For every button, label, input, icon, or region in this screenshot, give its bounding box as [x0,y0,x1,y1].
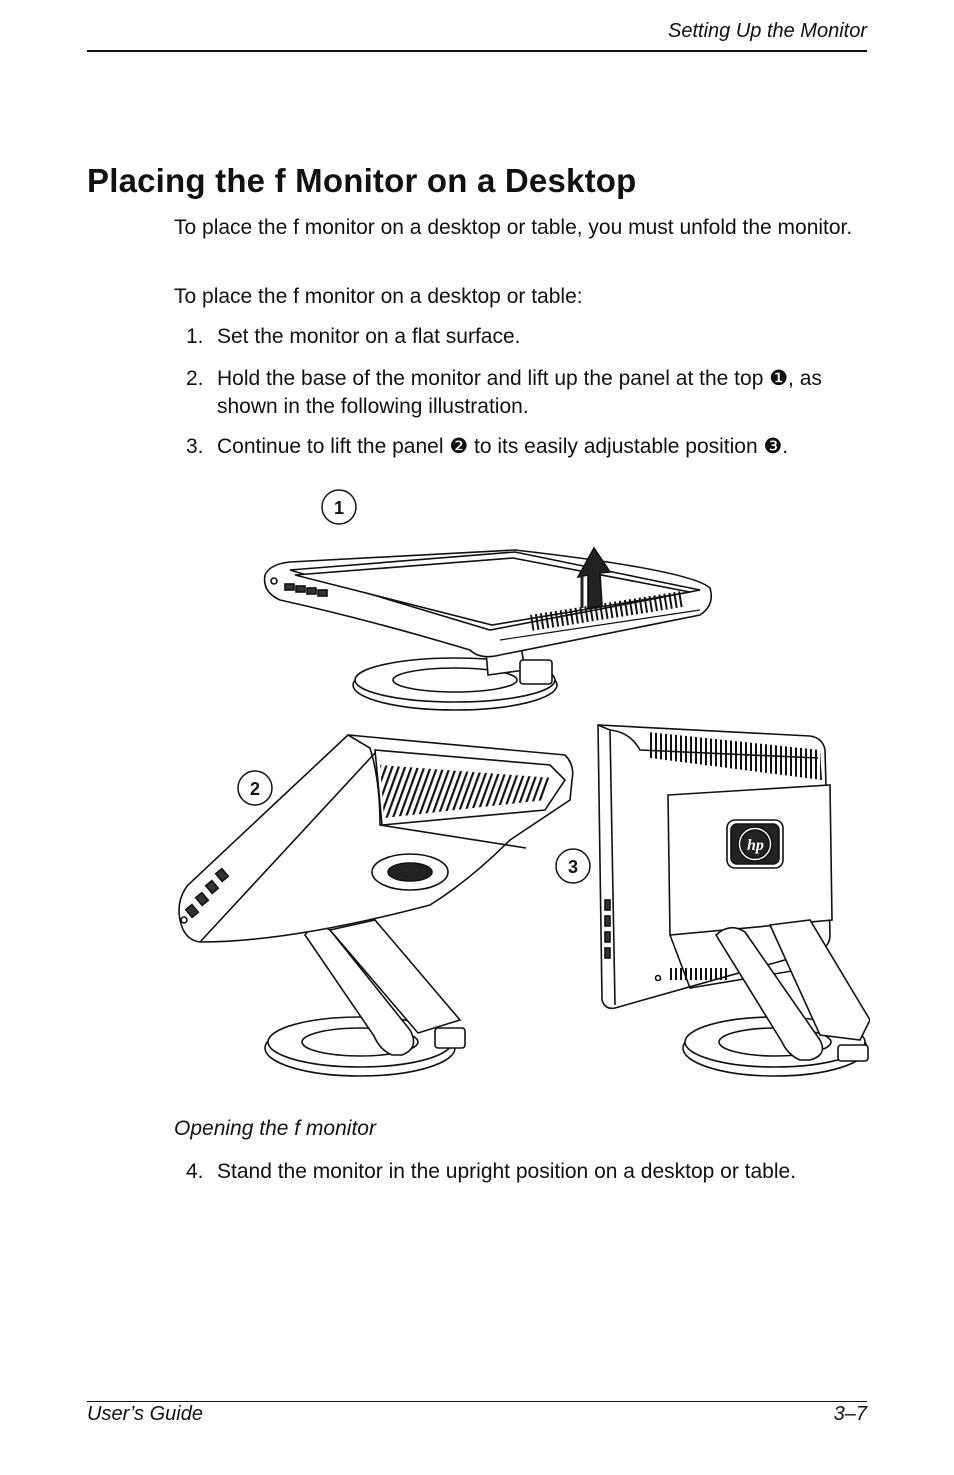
intro-paragraph: To place the f monitor on a desktop or table, you must unfold the monitor. [174,216,853,239]
callout-1 [322,490,356,524]
footer-guide-title: User’s Guide [87,1403,203,1425]
step-text: Set the monitor on a flat surface. [217,325,521,348]
footer-rule [87,1401,867,1402]
step-1 [186,323,876,351]
hinge-slot [372,854,448,890]
callout-3-number: 3 [567,857,579,877]
upright-monitor-view [598,725,870,1076]
callout-1-number: 1 [333,498,345,518]
step-number: 3. [186,435,204,458]
step-text: Continue to lift the panel ❷ to its easily adjustable position ❸. [217,435,789,458]
step-3 [186,433,876,461]
callout-2 [238,771,272,805]
callout-2-number: 2 [249,779,261,799]
callout-3 [556,849,590,883]
running-head: Setting Up the Monitor [668,20,867,42]
step-text: Stand the monitor in the upright position on a desktop or table. [217,1160,797,1183]
step-number: 1. [186,325,204,348]
lead-in-paragraph: To place the f monitor on a desktop or table: [174,285,583,308]
step-4 [186,1158,876,1186]
step-text: Hold the base of the monitor and lift up the panel at the top ❶, as shown in the following illustration. [217,367,822,418]
figure-caption: Opening the f monitor [174,1117,376,1140]
page-number: 3–7 [833,1403,867,1425]
folded-monitor-view [265,548,712,710]
step-number: 4. [186,1160,204,1183]
step-2 [186,365,876,421]
step-number: 2. [186,367,204,390]
monitor-opening-illustration [170,480,870,1080]
header-rule [87,50,867,52]
hp-logo [727,820,783,868]
section-title: Placing the f Monitor on a Desktop [87,162,637,199]
logo-text: hp [747,837,764,854]
